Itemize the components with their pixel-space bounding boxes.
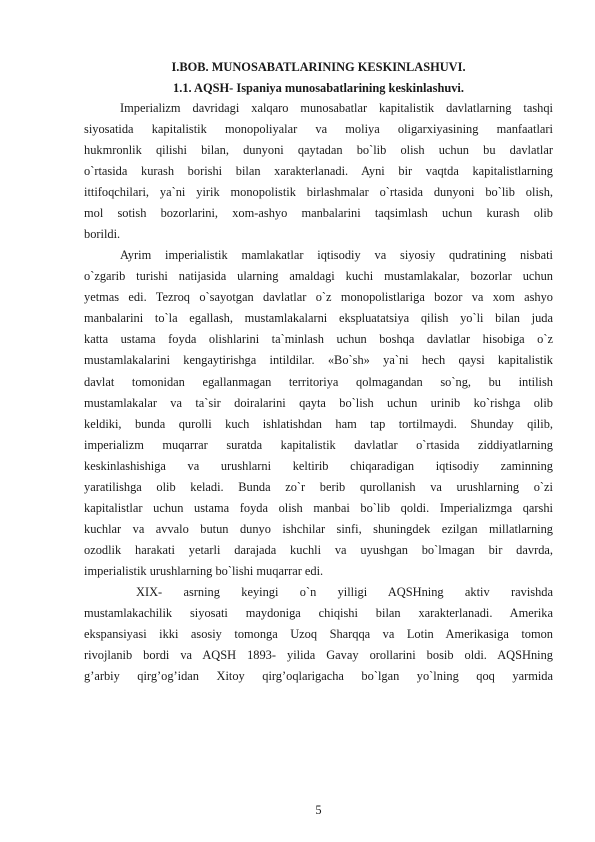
text-line: keskinlashishiga va urushlarni keltirib chiqaradigan iqtisodiy zaminning [84, 458, 553, 473]
text-line: Imperializm davridagi xalqaro munosabatlar kapitalistik davlatlarning tashqi [120, 101, 553, 115]
text-line: ekspansiyasi ikki asosiy tomonga Uzoq Sharqqa va Lotin Amerikasiga tomon [84, 627, 553, 641]
text-line: mustamlakachilik siyosati maydoniga chiqishi bilan xarakterlanadi. Amerika [84, 605, 553, 620]
text-line: g’arbiy qirg’og’idan Xitoy qirg’oqlarigacha bo`lgan yo`lning qoq yarmida [84, 669, 553, 684]
text-line: rivojlanib bordi va AQSH 1893- yilida Gavay orollarini bosib oldi. AQSHning [84, 648, 553, 663]
text-line: Ayrim imperialistik mamlakatlar iqtisodiy va siyosiy qudratining nisbati [120, 248, 553, 263]
text-line: kapitalistlar uchun ustama foyda olish manbai bo`lib qoldi. Imperializmga qarshi [84, 500, 553, 515]
text-line: manbalarini to`la egallash, mustamlakalarni ekspluatatsiya qilish yo`li bilan juda [84, 311, 553, 326]
section-title: 1.1. AQSH- Ispaniya munosabatlarining keskinlashuvi. [173, 81, 464, 95]
page-number: 5 [315, 803, 322, 817]
text-line: yaratilishga olib keladi. Bunda zo`r berib qurollanish va urushlarning o`zi [84, 479, 553, 494]
text-line: mol sotish bozorlarini, xom-ashyo manbalarini taqsimlash uchun kurash olib [84, 206, 553, 221]
text-line: ittifoqchilari, ya`ni yirik monopolistik birlashmalar o`rtasida dunyoni bo`lib olish, [84, 185, 553, 200]
text-line: borildi. [84, 227, 121, 242]
text-line: imperializm muqarrar suratda kapitalistik davlatlar o`rtasida ziddiyatlarning [84, 437, 553, 452]
text-line: o`rtasida kurash borishi bilan xarakterlanadi. Ayni bir vaqtda kapitalistlarning [84, 164, 553, 179]
text-line: siyosatida kapitalistik monopoliyalar va moliya oligarxiyasining manfaatlari [84, 122, 553, 137]
text-line: XIX- asrning keyingi o`n yilligi AQSHning aktiv ravishda [136, 584, 553, 599]
text-line: katta ustama foyda olishlarini ta`minlash uchun boshqa davlatlar hisobiga o`z [84, 332, 553, 347]
text-line: hukmronlik qilishi bilan, dunyoni qaytadan bo`lib olish uchun bu davlatlar [84, 143, 553, 158]
text-line: davlat tomonidan egallanmagan territoriya qolmagandan so`ng, bu intilish [84, 374, 553, 389]
text-line: mustamlakalar va ta`sir doiralarini qayta bo`lish uchun urinib ko`rishga olib [84, 395, 553, 410]
text-line: mustamlakalarini kengaytirishga intildilar. «Bo`sh» ya`ni hech qaysi kapitalistik [84, 353, 553, 368]
chapter-title: I.BOB. MUNOSABATLARINING KESKINLASHUVI. [171, 60, 466, 74]
text-line: kuchlar va avvalo butun dunyo ishchilar sinfi, shuningdek ezilgan millatlarning [84, 521, 553, 536]
text-line: keldiki, bunda qurolli kuch ishlatishdan ham tap tortilmaydi. Shunday qilib, [84, 416, 553, 431]
text-line: o`zgarib turishi natijasida ularning amaldagi kuchi mustamlakalar, bozorlar uchun [84, 269, 553, 284]
text-line: imperialistik urushlarning bo`lishi muqarrar edi. [84, 563, 324, 578]
text-line: yetmas edi. Tezroq o`sayotgan davlatlar o`z monopolistlariga bozor va xom ashyo [84, 290, 553, 305]
text-line: ozodlik harakati yetarli darajada kuchli va uyushgan bo`lmagan bir davrda, [84, 542, 553, 557]
